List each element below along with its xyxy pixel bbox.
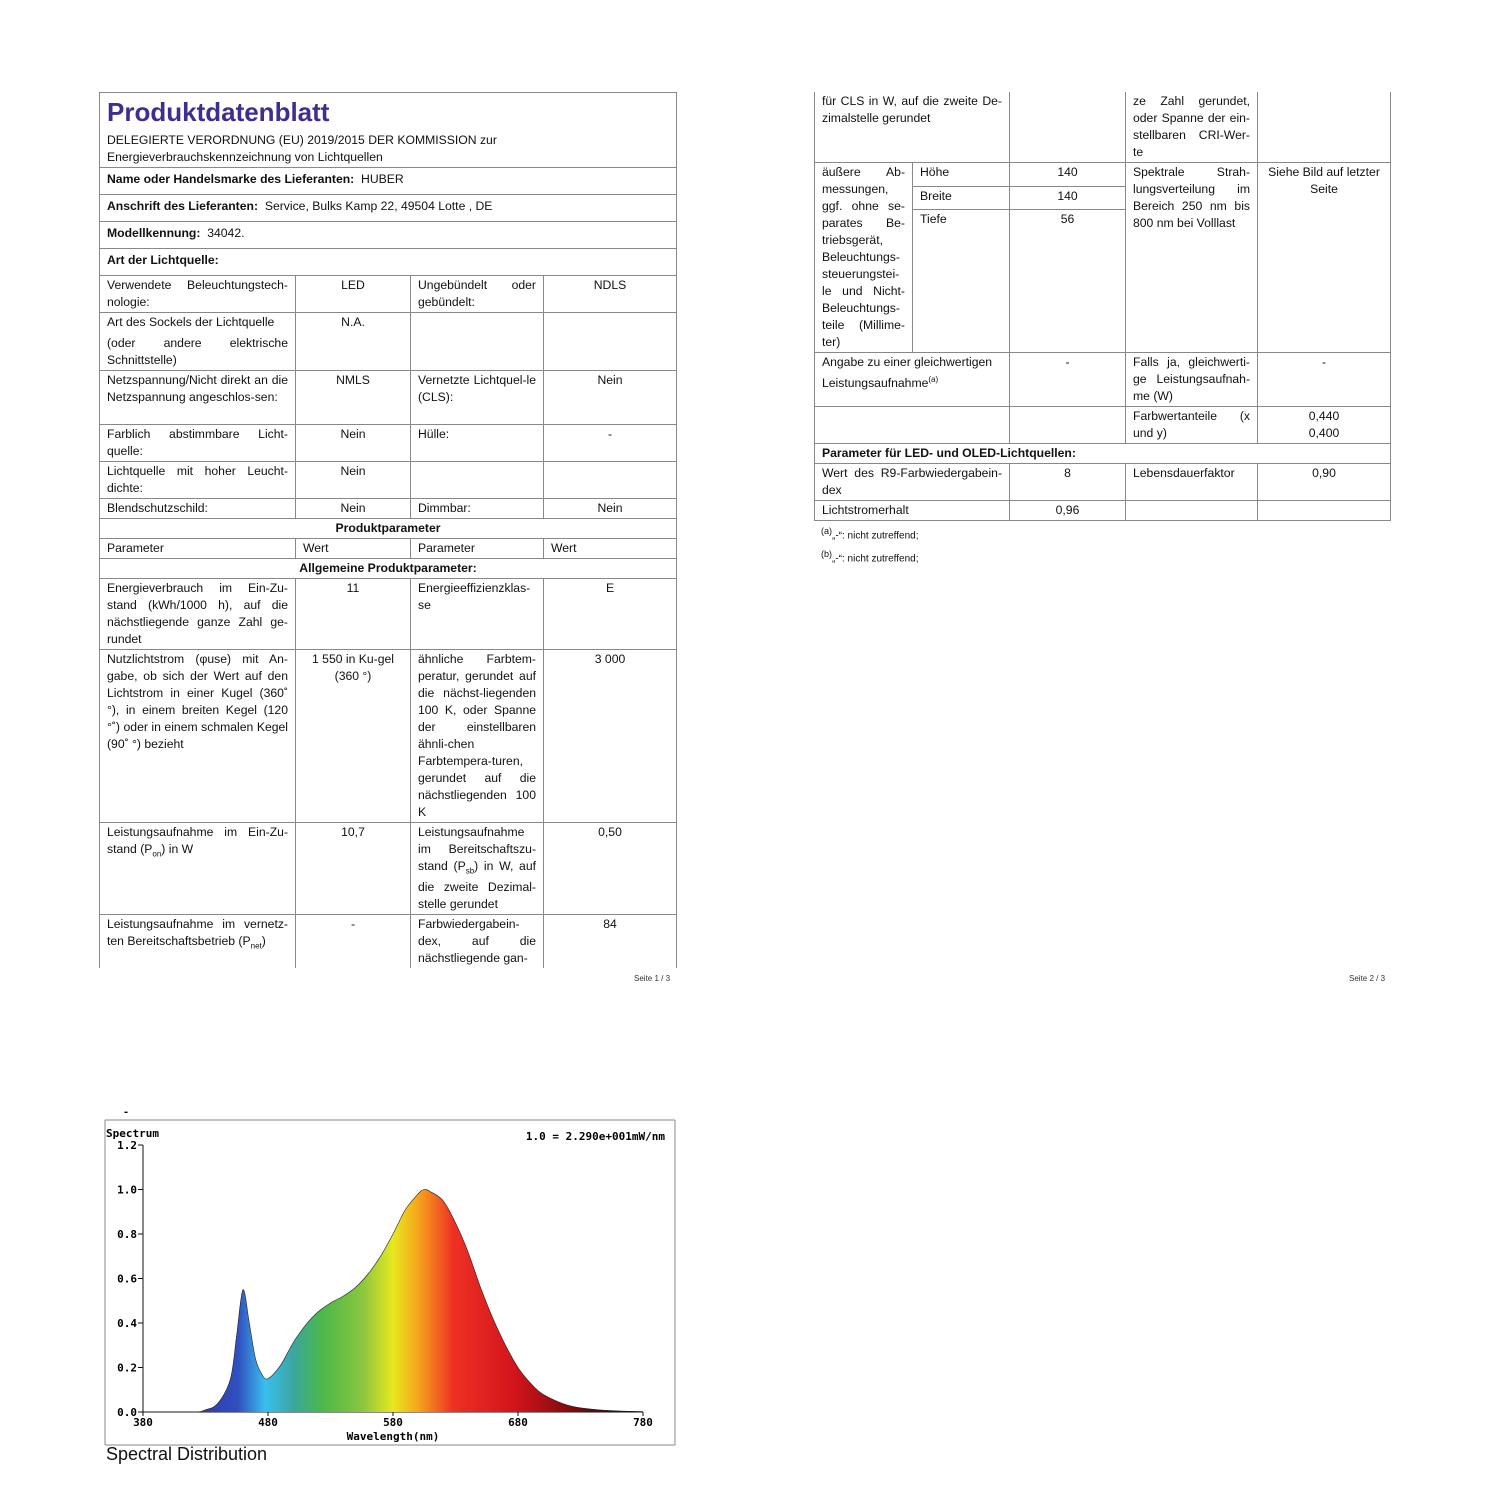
table-row bbox=[100, 499, 677, 519]
row-label: Art des Sockels der Lichtquelle bbox=[107, 315, 275, 329]
row-label: Lichtquelle mit hoher Leucht-dichte: bbox=[100, 462, 296, 499]
row-label bbox=[411, 313, 544, 371]
corner-mark: - bbox=[123, 1107, 130, 1118]
row-value: 8 bbox=[1010, 464, 1126, 501]
y-tick-label: 0.0 bbox=[117, 1406, 137, 1419]
row-value: 11 bbox=[296, 579, 411, 650]
row-value: 0,50 bbox=[544, 823, 677, 915]
row-label bbox=[100, 823, 296, 915]
dimension-value: 140 bbox=[1010, 163, 1126, 187]
row-value: 0,96 bbox=[1010, 501, 1126, 521]
model-label: Modellkennung: bbox=[107, 226, 201, 240]
table-row bbox=[100, 579, 677, 650]
address-label: Anschrift des Lieferanten: bbox=[107, 199, 259, 213]
row-label: Farblich abstimmbare Licht-quelle: bbox=[100, 425, 296, 462]
footnote-ref: (a) bbox=[928, 375, 939, 384]
table-row bbox=[100, 276, 677, 313]
footnote-b bbox=[821, 545, 1391, 568]
type-heading: Art der Lichtquelle: bbox=[100, 249, 677, 276]
y-tick-label: 0.4 bbox=[117, 1317, 137, 1330]
row-value: - bbox=[1010, 353, 1126, 407]
table-row bbox=[100, 650, 677, 823]
row-value bbox=[544, 313, 677, 371]
table-row bbox=[815, 353, 1391, 407]
row-value bbox=[1258, 407, 1391, 444]
footnote-a bbox=[821, 522, 1391, 545]
row-label bbox=[411, 823, 544, 915]
empty-cell bbox=[1258, 501, 1391, 521]
dimension-value: 56 bbox=[1010, 210, 1126, 353]
row-value: - bbox=[1258, 353, 1391, 407]
footnote-marker: (b) bbox=[821, 549, 832, 560]
column-header: Parameter bbox=[411, 539, 544, 559]
table-row bbox=[100, 313, 677, 371]
row-value: Nein bbox=[544, 499, 677, 519]
row-label: für CLS in W, auf die zweite De-zimalstelle gerundet bbox=[815, 92, 1010, 163]
table-row bbox=[100, 915, 677, 969]
table-row bbox=[815, 407, 1391, 444]
product-data-table-1 bbox=[99, 92, 677, 968]
label-text: ) in W, auf die zweite Dezimal-stelle gerundet bbox=[418, 859, 536, 912]
row-label: Verwendete Beleuchtungstech-nologie: bbox=[100, 276, 296, 313]
table-row bbox=[100, 371, 677, 425]
row-label: Farbwiedergabein-dex, auf die nächstliegende gan- bbox=[411, 915, 544, 969]
led-params-heading: Parameter für LED- und OLED-Lichtquellen: bbox=[815, 444, 1391, 464]
x-axis-label: Wavelength(nm) bbox=[346, 1430, 440, 1443]
address-value: Service, Bulks Kamp 22, 49504 Lotte , DE bbox=[264, 199, 493, 213]
label-text: Leistungsaufnahme im vernetz-ten Bereitschaftsbetrieb (P bbox=[107, 917, 288, 949]
empty-cell bbox=[1258, 92, 1391, 163]
row-label: ze Zahl gerundet, oder Spanne der ein-stellbaren CRI-Wer-te bbox=[1126, 92, 1258, 163]
row-label: Ungebündelt oder gebündelt: bbox=[411, 276, 544, 313]
y-tick-label: 1.2 bbox=[117, 1139, 137, 1152]
dimension-value: 140 bbox=[1010, 186, 1126, 210]
empty-cell bbox=[1010, 92, 1126, 163]
row-label: Vernetzte Lichtquel-le (CLS): bbox=[411, 371, 544, 425]
subscript: net bbox=[250, 941, 262, 951]
y-ticks bbox=[117, 1139, 143, 1419]
row-value bbox=[544, 462, 677, 499]
row-label: Lichtstromerhalt bbox=[815, 501, 1010, 521]
row-value: 1 550 in Ku-gel (360 °) bbox=[296, 650, 411, 823]
row-label bbox=[815, 353, 1010, 407]
row-value: Nein bbox=[544, 371, 677, 425]
row-value: - bbox=[296, 915, 411, 969]
subscript: on bbox=[152, 849, 162, 859]
page-title: Produktdatenblatt bbox=[107, 97, 330, 127]
product-data-table-2 bbox=[814, 92, 1391, 521]
x-tick-label: 480 bbox=[258, 1416, 278, 1429]
row-label: Hülle: bbox=[411, 425, 544, 462]
row-value: 10,7 bbox=[296, 823, 411, 915]
table-row bbox=[815, 501, 1391, 521]
supplier-row bbox=[100, 168, 677, 195]
row-label: Energieverbrauch im Ein-Zu-stand (kWh/1000 h), auf die nächstliegende ganze Zahl ge-rundet bbox=[100, 579, 296, 650]
column-header: Parameter bbox=[100, 539, 296, 559]
x-ticks bbox=[133, 1412, 653, 1429]
chart-title: Spectrum bbox=[106, 1127, 159, 1140]
row-label bbox=[100, 915, 296, 969]
dimension-name: Breite bbox=[913, 186, 1010, 210]
row-label bbox=[411, 462, 544, 499]
x-tick-label: 380 bbox=[133, 1416, 153, 1429]
table-row bbox=[815, 92, 1391, 163]
dimensions-label: äußere Ab-messungen, ggf. ohne se-parates Be-triebsgerät, Beleuchtungs-steuerungstei-le und Nicht-Beleuchtungs-teile (Millime-ter) bbox=[815, 163, 913, 353]
row-value: 84 bbox=[544, 915, 677, 969]
supplier-label: Name oder Handelsmarke des Lieferanten: bbox=[107, 172, 355, 186]
row-value: LED bbox=[296, 276, 411, 313]
page-number-2: Seite 2 / 3 bbox=[1349, 974, 1386, 983]
footnote-marker: (a) bbox=[821, 526, 832, 536]
table-row bbox=[100, 425, 677, 462]
label-text: Leistungsaufnahme im Bereitschaftszu-stand (P bbox=[418, 825, 536, 873]
spectral-label: Spektrale Strah-lungsverteilung im Bereich 250 nm bis 800 nm bei Volllast bbox=[1126, 163, 1258, 353]
row-label-continued: (oder andere elektrische Schnittstelle) bbox=[107, 336, 288, 367]
row-label: Nutzlichtstrom (φuse) mit An-gabe, ob sich der Wert auf den Lichtstrom in einer Kugel (360˚ °), in einem breiten Kegel (120 °˚) oder in einem schmalen Kegel (90˚ °) bezieht bbox=[100, 650, 296, 823]
spectral-value: Siehe Bild auf letzter Seite bbox=[1258, 163, 1391, 353]
model-row bbox=[100, 222, 677, 249]
chart-caption: Spectral Distribution bbox=[106, 1444, 268, 1464]
row-value: N.A. bbox=[296, 313, 411, 371]
row-label: Netzspannung/Nicht direkt an die Netzspannung angeschlos-sen: bbox=[100, 371, 296, 425]
dimension-name: Höhe bbox=[913, 163, 1010, 187]
row-label: ähnliche Farbtem-peratur, gerundet auf die nächst-liegenden 100 K, oder Spanne der einstellbaren ähnli-chen Farbtempera-turen, gerundet auf die nächstliegenden 100 K bbox=[411, 650, 544, 823]
page-1 bbox=[99, 92, 677, 968]
label-text: ) in W bbox=[161, 842, 194, 856]
row-value: Nein bbox=[296, 499, 411, 519]
x-tick-label: 580 bbox=[383, 1416, 403, 1429]
table-row bbox=[815, 464, 1391, 501]
row-label: Blendschutzschild: bbox=[100, 499, 296, 519]
table-row bbox=[100, 823, 677, 915]
product-params-heading: Produktparameter bbox=[100, 519, 677, 539]
dimension-name: Tiefe bbox=[913, 210, 1010, 353]
row-value: Nein bbox=[296, 425, 411, 462]
footnote-text: „-“: nicht zutreffend; bbox=[832, 530, 919, 542]
row-label: Dimmbar: bbox=[411, 499, 544, 519]
x-tick-label: 680 bbox=[508, 1416, 528, 1429]
spectrum-area bbox=[143, 1189, 643, 1412]
spectrum-chart bbox=[100, 1105, 680, 1470]
row-value: NDLS bbox=[544, 276, 677, 313]
y-tick-label: 0.2 bbox=[117, 1361, 137, 1375]
row-label: Falls ja, gleichwerti-ge Leistungsaufnah-me (W) bbox=[1126, 353, 1258, 407]
table-row bbox=[815, 163, 1391, 187]
row-label: Wert des R9-Farbwiedergabein-dex bbox=[815, 464, 1010, 501]
column-header: Wert bbox=[296, 539, 411, 559]
y-tick-label: 1.0 bbox=[117, 1183, 137, 1197]
row-value: Nein bbox=[296, 462, 411, 499]
y-tick-label: 0.8 bbox=[117, 1228, 137, 1241]
label-text: Leistungsaufnahme im Ein-Zu-stand (P bbox=[107, 825, 288, 856]
row-label: Farbwertanteile (x und y) bbox=[1126, 407, 1258, 444]
model-value: 34042. bbox=[207, 226, 245, 240]
column-header-row bbox=[100, 539, 677, 559]
footnotes bbox=[814, 522, 1391, 569]
chromaticity-x: 0,440 bbox=[1308, 409, 1340, 423]
address-row bbox=[100, 195, 677, 222]
row-value: 0,90 bbox=[1258, 464, 1391, 501]
row-value: 3 000 bbox=[544, 650, 677, 823]
scale-note: 1.0 = 2.290e+001mW/nm bbox=[525, 1130, 665, 1143]
row-value: E bbox=[544, 579, 677, 650]
regulation-subtitle: DELEGIERTE VERORDNUNG (EU) 2019/2015 DER KOMMISSION zur Energieverbrauchskennzeichnung von Lichtquellen bbox=[107, 133, 497, 164]
row-label: Lebensdauerfaktor bbox=[1126, 464, 1258, 501]
subscript: sb bbox=[465, 866, 475, 876]
x-tick-label: 780 bbox=[633, 1416, 653, 1429]
chromaticity-y: 0,400 bbox=[1308, 426, 1340, 440]
page-2 bbox=[814, 92, 1391, 569]
page-number-1: Seite 1 / 3 bbox=[634, 974, 671, 983]
footnote-text: „-“: nicht zutreffend; bbox=[832, 553, 919, 565]
y-tick-label: 0.6 bbox=[117, 1272, 137, 1286]
table-row bbox=[100, 462, 677, 499]
empty-cell bbox=[1126, 501, 1258, 521]
row-value: NMLS bbox=[296, 371, 411, 425]
row-label: Energieeffizienzklas-se bbox=[411, 579, 544, 650]
empty-cell bbox=[815, 407, 1010, 444]
empty-cell bbox=[1010, 407, 1126, 444]
supplier-value: HUBER bbox=[361, 172, 404, 186]
label-text: ) bbox=[261, 934, 266, 949]
row-value: - bbox=[544, 425, 677, 462]
column-header: Wert bbox=[544, 539, 677, 559]
general-params-heading: Allgemeine Produktparameter: bbox=[100, 559, 677, 579]
label-text: Angabe zu einer gleichwertigen Leistungsaufnahme bbox=[822, 355, 993, 391]
